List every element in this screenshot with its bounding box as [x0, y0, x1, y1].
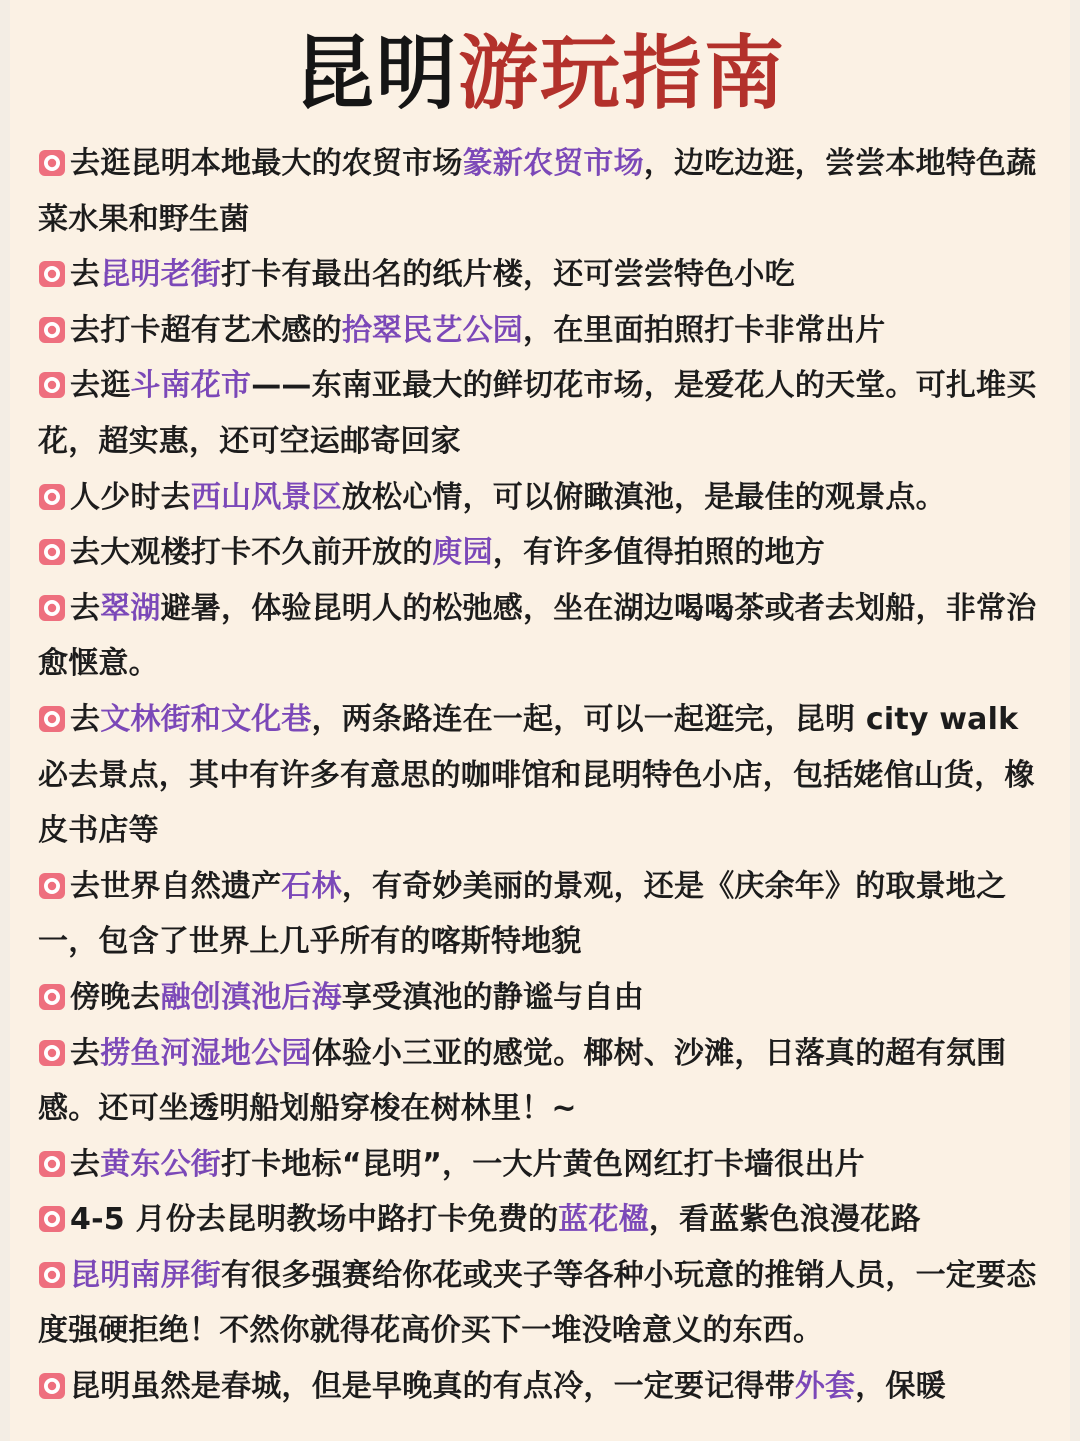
record-bullet-icon [38, 983, 66, 1011]
tip-text: 4-5 月份去昆明教场中路打卡免费的 [70, 1202, 559, 1238]
tip-item [38, 1359, 1050, 1415]
record-bullet-icon [38, 483, 66, 511]
record-bullet-icon [38, 260, 66, 288]
tip-text: ，边吃边逛，尝尝本地特色蔬菜水果和野生菌 [38, 146, 1037, 237]
tip-text: ，保暖 [855, 1369, 946, 1405]
highlighted-place-name: 黄东公街 [100, 1146, 222, 1182]
tip-text: 去 [70, 701, 101, 737]
record-bullet-icon [38, 1261, 66, 1289]
record-bullet-icon [38, 594, 66, 622]
tip-text: 去 [70, 1035, 101, 1071]
record-bullet-icon [38, 149, 66, 177]
highlighted-place-name: 石林 [281, 868, 342, 904]
tip-text: 去 [70, 590, 101, 626]
tips-list [38, 136, 1050, 1415]
tip-text: ——东南亚最大的鲜切花市场，是爱花人的天堂。可扎堆买花，超实惠，还可空运邮寄回家 [38, 368, 1037, 459]
tip-text: ，两条路连在一起，可以一起逛完，昆明 city walk 必去景点，其中有许多有意思的咖啡馆和昆明特色小店，包括姥倌山货，橡皮书店等 [38, 701, 1035, 849]
tip-text: 放松心情，可以俯瞰滇池，是最佳的观景点。 [341, 479, 946, 515]
tip-item [38, 247, 1050, 303]
tip-text: 体验小三亚的感觉。椰树、沙滩，日落真的超有氛围感。还可坐透明船划船穿梭在树林里！~ [38, 1035, 1007, 1127]
tip-item [38, 525, 1050, 581]
highlighted-place-name: 西山风景区 [190, 479, 342, 515]
tip-text: ，有许多值得拍照的地方 [492, 535, 826, 571]
tip-item [38, 970, 1050, 1026]
highlighted-place-name: 捞鱼河湿地公园 [100, 1035, 312, 1071]
highlighted-place-name: 斗南花市 [130, 368, 252, 404]
title-guide: 游玩指南 [458, 27, 786, 120]
record-bullet-icon [38, 1372, 66, 1400]
tip-item [38, 1137, 1050, 1193]
record-bullet-icon [38, 316, 66, 344]
highlighted-place-name: 昆明南屏街 [70, 1257, 221, 1293]
tip-item [38, 1026, 1050, 1137]
highlighted-place-name: 庾园 [432, 535, 493, 571]
tip-text: 去逛昆明本地最大的农贸市场 [70, 146, 463, 181]
tip-text: 昆明虽然是春城，但是早晚真的有点冷，一定要记得带 [70, 1369, 795, 1405]
highlighted-place-name: 篆新农贸市场 [462, 146, 644, 181]
tip-text: 打卡地标“昆明”，一大片黄色网红打卡墙很出片 [221, 1146, 865, 1182]
record-bullet-icon [38, 872, 66, 900]
tip-text: 去逛 [70, 368, 131, 404]
tip-item [38, 1192, 1050, 1248]
title-city: 昆明 [294, 27, 458, 120]
highlighted-place-name: 拾翠民艺公园 [341, 312, 524, 348]
tip-text: 去打卡超有艺术感的 [70, 312, 342, 348]
tip-item [38, 470, 1050, 526]
record-bullet-icon [38, 371, 66, 399]
highlighted-place-name: 文林街和文化巷 [100, 701, 312, 737]
tip-text: 避暑，体验昆明人的松弛感，坐在湖边喝喝茶或者去划船，非常治愈惬意。 [38, 590, 1037, 682]
tip-item [38, 581, 1050, 692]
page-title [0, 18, 1080, 130]
tip-item [38, 692, 1050, 859]
tip-text: 去 [70, 257, 101, 293]
highlighted-place-name: 融创滇池后海 [160, 979, 342, 1015]
record-bullet-icon [38, 538, 66, 566]
tip-item [38, 136, 1050, 247]
highlighted-place-name: 蓝花楹 [558, 1202, 649, 1238]
tip-text: 去大观楼打卡不久前开放的 [70, 535, 433, 571]
tip-item [38, 1248, 1050, 1359]
tip-text: 人少时去 [70, 479, 191, 515]
record-bullet-icon [38, 1205, 66, 1233]
highlighted-place-name: 外套 [794, 1369, 856, 1405]
tip-item [38, 303, 1050, 359]
tip-text: ，看蓝紫色浪漫花路 [648, 1202, 921, 1238]
tip-text: ，有奇妙美丽的景观，还是《庆余年》的取景地之一，包含了世界上几乎所有的喀斯特地貌 [38, 868, 1007, 960]
highlighted-place-name: 昆明老街 [100, 257, 222, 293]
tip-text: 享受滇池的静谧与自由 [341, 979, 644, 1015]
tip-text: 有很多强赛给你花或夹子等各种小玩意的推销人员，一定要态度强硬拒绝！不然你就得花高价买下一堆没啥意义的东西。 [38, 1257, 1037, 1349]
record-bullet-icon [38, 1039, 66, 1067]
tip-text: 去世界自然遗产 [70, 868, 282, 904]
highlighted-place-name: 翠湖 [100, 590, 161, 626]
record-bullet-icon [38, 1150, 66, 1178]
tip-text: ，在里面拍照打卡非常出片 [523, 312, 886, 348]
tip-item [38, 358, 1050, 469]
tip-text: 去 [70, 1146, 101, 1182]
record-bullet-icon [38, 705, 66, 733]
tip-text: 打卡有最出名的纸片楼，还可尝尝特色小吃 [221, 257, 795, 293]
tip-text: 傍晚去 [70, 979, 161, 1015]
tip-item [38, 859, 1050, 970]
